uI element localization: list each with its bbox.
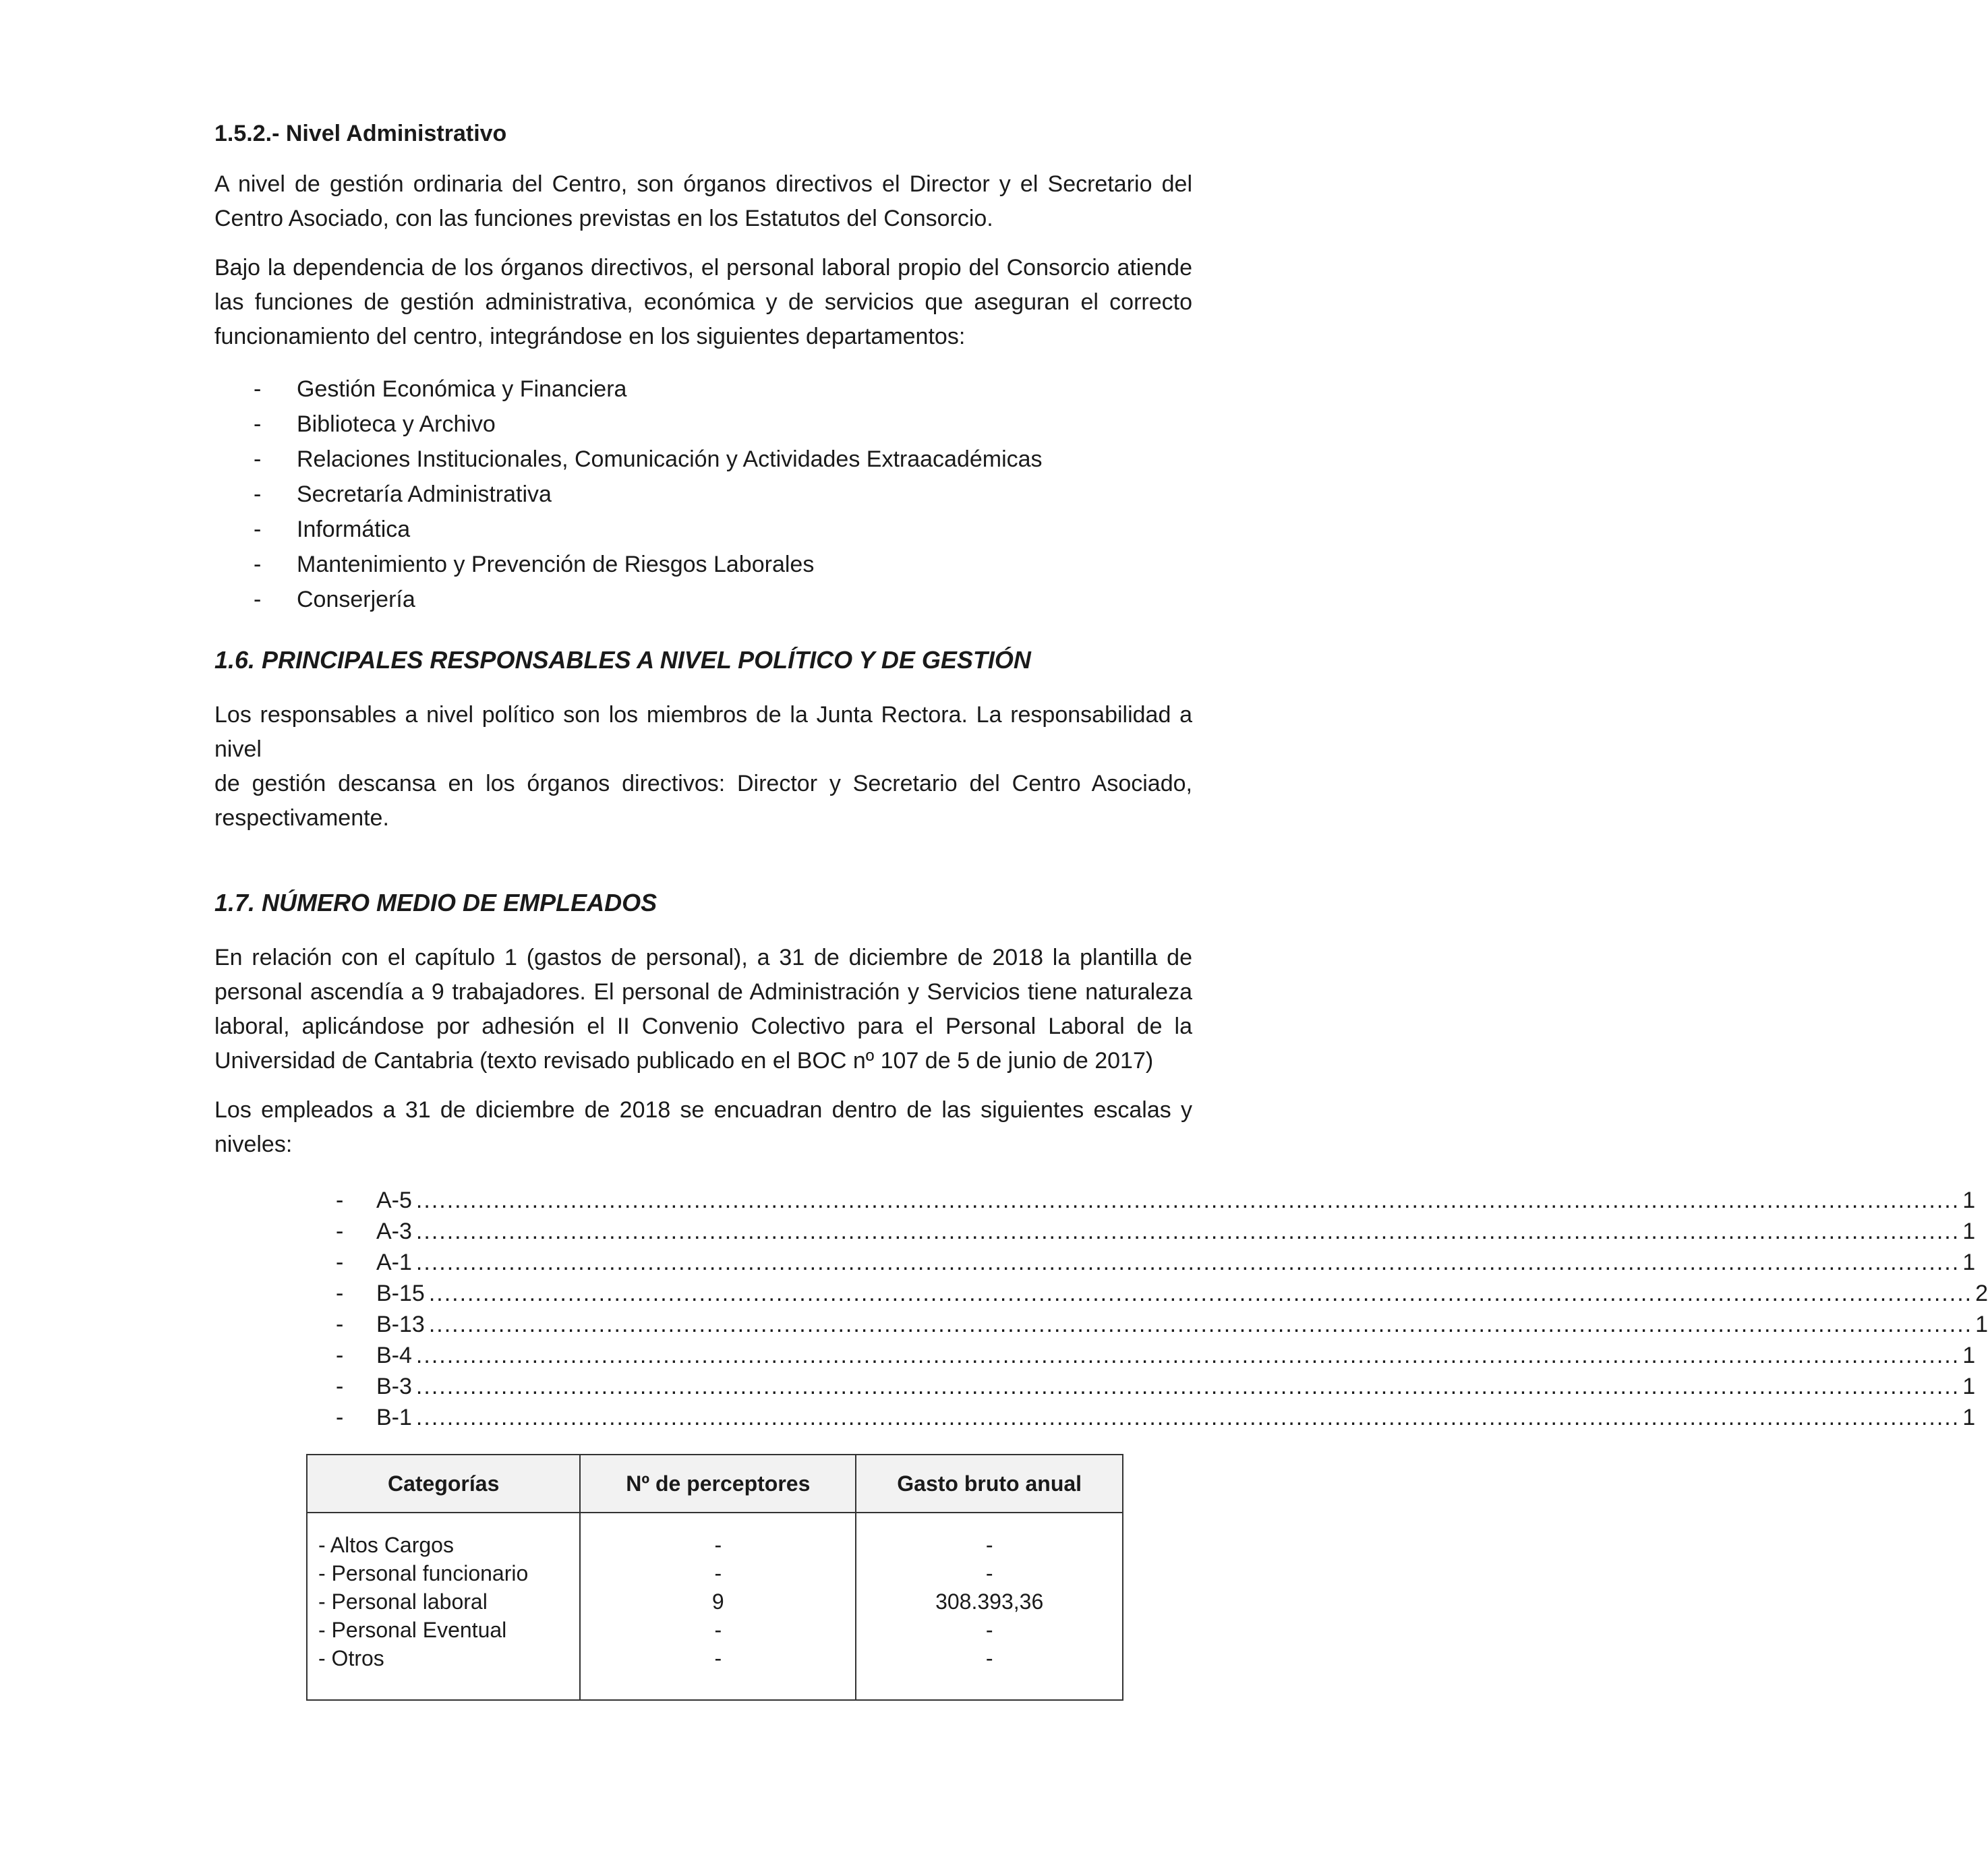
level-count: 1 <box>1975 1312 1988 1337</box>
departments-list <box>214 372 1192 617</box>
level-code: B-4 <box>376 1343 412 1368</box>
dot-leader: ........................................................................................................................................................................................................ <box>428 1312 1973 1337</box>
level-code: B-1 <box>376 1405 412 1430</box>
department-label: Mantenimiento y Prevención de Riesgos Laborales <box>297 552 815 577</box>
list-item <box>214 477 1192 512</box>
list-dash: - <box>336 1405 344 1430</box>
text-line: A nivel de gestión ordinaria del Centro, son órganos directivos el Director y el Secretario del <box>214 171 1192 197</box>
category-label: - Otros <box>318 1646 384 1670</box>
text-line: Los empleados a 31 de diciembre de 2018 se encuadran dentro de las siguientes escalas y <box>214 1097 1192 1123</box>
list-dash: - <box>254 411 262 437</box>
level-item <box>336 1309 1988 1340</box>
level-code: B-3 <box>376 1374 412 1399</box>
gasto-cell <box>856 1513 1123 1700</box>
category-label: - Personal Eventual <box>318 1618 507 1642</box>
perceptores-value: 9 <box>711 1589 724 1614</box>
gasto-value: - <box>985 1533 993 1557</box>
text-line: Universidad de Cantabria (texto revisado publicado en el BOC nº 107 de 5 de junio de 2017) <box>214 1048 1154 1074</box>
employees-table <box>306 1454 1123 1701</box>
level-code: B-13 <box>376 1312 425 1337</box>
level-count: 1 <box>1962 1343 1976 1368</box>
dot-leader: ........................................................................................................................................................................................................ <box>415 1250 1960 1275</box>
perceptores-value: - <box>714 1561 722 1585</box>
level-count: 1 <box>1962 1188 1976 1213</box>
list-dash: - <box>336 1374 344 1399</box>
list-item <box>214 372 1192 407</box>
document-page <box>214 115 1988 1670</box>
list-item <box>214 442 1192 477</box>
level-code: B-15 <box>376 1281 425 1306</box>
list-dash: - <box>336 1281 344 1306</box>
perceptores-cell <box>580 1513 856 1700</box>
perceptores-value: - <box>714 1533 722 1557</box>
text-line: laboral, aplicándose por adhesión el II Convenio Colectivo para el Personal Laboral de la <box>214 1014 1192 1039</box>
table-header-row <box>307 1455 1123 1513</box>
list-dash: - <box>254 552 262 577</box>
department-label: Secretaría Administrativa <box>297 481 552 507</box>
level-item <box>336 1185 1976 1216</box>
dot-leader: ........................................................................................................................................................................................................ <box>415 1188 1960 1213</box>
section-17-title: 1.7. NÚMERO MEDIO DE EMPLEADOS <box>214 889 657 916</box>
gasto-value: - <box>985 1646 993 1670</box>
level-count: 1 <box>1962 1405 1976 1430</box>
text-line: Centro Asociado, con las funciones previstas en los Estatutos del Consorcio. <box>214 206 993 231</box>
categories-cell <box>307 1513 580 1700</box>
list-item <box>214 547 1192 582</box>
category-label: - Altos Cargos <box>318 1533 454 1557</box>
text-line: Bajo la dependencia de los órganos directivos, el personal laboral propio del Consorcio atiende <box>214 255 1192 281</box>
level-item <box>336 1402 1976 1433</box>
section-16-paragraph <box>214 698 1192 836</box>
table-row <box>307 1513 1123 1700</box>
department-label: Relaciones Institucionales, Comunicación y Actividades Extraacadémicas <box>297 446 1043 472</box>
level-code: A-5 <box>376 1188 412 1213</box>
text-line: personal ascendía a 9 trabajadores. El personal de Administración y Servicios tiene naturaleza <box>214 979 1192 1005</box>
list-item <box>214 582 1192 617</box>
level-code: A-1 <box>376 1250 412 1275</box>
list-dash: - <box>254 376 262 402</box>
dot-leader: ........................................................................................................................................................................................................ <box>415 1343 1960 1368</box>
gasto-value: - <box>985 1561 993 1585</box>
list-dash: - <box>254 446 262 472</box>
perceptores-value: - <box>714 1618 722 1642</box>
list-dash: - <box>336 1188 344 1213</box>
level-item <box>336 1278 1988 1309</box>
text-line: Los responsables a nivel político son los miembros de la Junta Rectora. La responsabilidad a nivel <box>214 702 1192 762</box>
list-dash: - <box>336 1250 344 1275</box>
level-item <box>336 1340 1976 1371</box>
list-dash: - <box>336 1312 344 1337</box>
levels-list <box>336 1185 1988 1433</box>
dot-leader: ........................................................................................................................................................................................................ <box>415 1374 1960 1399</box>
perceptores-value: - <box>714 1646 722 1670</box>
level-count: 2 <box>1975 1281 1988 1306</box>
level-count: 1 <box>1962 1219 1976 1244</box>
list-dash: - <box>254 481 262 507</box>
list-item <box>214 407 1192 442</box>
section-152-paragraph-2 <box>214 251 1192 354</box>
level-item <box>336 1247 1976 1278</box>
level-item <box>336 1216 1976 1247</box>
section-152-title: 1.5.2.- Nivel Administrativo <box>214 121 507 146</box>
column-header-gasto: Gasto bruto anual <box>856 1455 1123 1513</box>
list-dash: - <box>254 587 262 612</box>
text-line: respectivamente. <box>214 805 389 831</box>
category-label: - Personal laboral <box>318 1589 488 1614</box>
column-header-perceptores: Nº de perceptores <box>580 1455 856 1513</box>
level-count: 1 <box>1962 1250 1976 1275</box>
text-line: niveles: <box>214 1132 293 1157</box>
department-label: Informática <box>297 517 411 542</box>
text-line: de gestión descansa en los órganos directivos: Director y Secretario del Centro Asociado, <box>214 771 1192 796</box>
gasto-value: - <box>985 1618 993 1642</box>
department-label: Conserjería <box>297 587 415 612</box>
list-dash: - <box>336 1219 344 1244</box>
department-label: Gestión Económica y Financiera <box>297 376 627 402</box>
text-line: las funciones de gestión administrativa, económica y de servicios que aseguran el correcto <box>214 289 1192 315</box>
department-label: Biblioteca y Archivo <box>297 411 496 437</box>
section-17-paragraph-1 <box>214 941 1192 1078</box>
section-17-paragraph-2 <box>214 1093 1192 1162</box>
list-item <box>214 512 1192 547</box>
dot-leader: ........................................................................................................................................................................................................ <box>415 1405 1960 1430</box>
gasto-value: 308.393,36 <box>935 1589 1044 1614</box>
section-16-title: 1.6. PRINCIPALES RESPONSABLES A NIVEL POLÍTICO Y DE GESTIÓN <box>214 646 1031 674</box>
section-152-paragraph-1 <box>214 167 1192 236</box>
dot-leader: ........................................................................................................................................................................................................ <box>415 1219 1960 1244</box>
dot-leader: ........................................................................................................................................................................................................ <box>428 1281 1973 1306</box>
category-label: - Personal funcionario <box>318 1561 529 1585</box>
list-dash: - <box>336 1343 344 1368</box>
level-item <box>336 1371 1976 1402</box>
list-dash: - <box>254 517 262 542</box>
level-code: A-3 <box>376 1219 412 1244</box>
text-line: funcionamiento del centro, integrándose en los siguientes departamentos: <box>214 324 966 349</box>
text-line: En relación con el capítulo 1 (gastos de personal), a 31 de diciembre de 2018 la plantilla de <box>214 945 1192 970</box>
column-header-categorias: Categorías <box>307 1455 580 1513</box>
level-count: 1 <box>1962 1374 1976 1399</box>
